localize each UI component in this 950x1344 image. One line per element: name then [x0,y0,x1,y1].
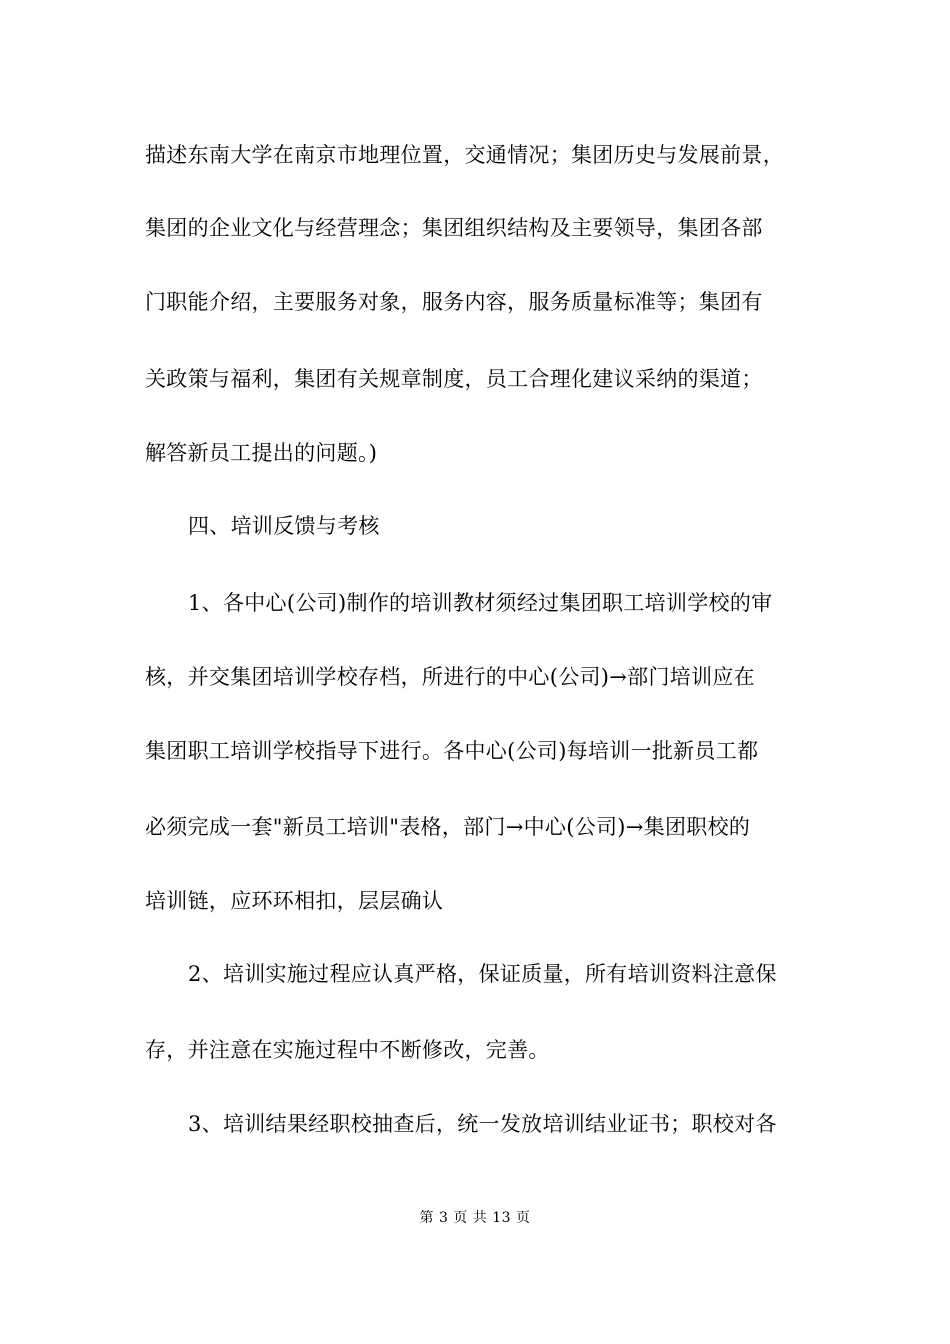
body-line: 2、培训实施过程应认真严格，保证质量，所有培训资料注意保 [188,962,777,986]
body-line: 关政策与福利，集团有关规章制度，员工合理化建议采纳的渠道； [145,367,763,391]
body-line: 集团职工培训学校指导下进行。各中心(公司)每培训一批新员工都 [145,739,759,763]
body-line: 培训链，应环环相扣，层层确认 [145,889,444,913]
body-line: 1、各中心(公司)制作的培训教材须经过集团职工培训学校的审 [188,591,773,615]
body-line: 门职能介绍，主要服务对象，服务内容，服务质量标准等；集团有 [145,290,763,314]
body-line: 描述东南大学在南京市地理位置，交通情况；集团历史与发展前景， [145,143,784,167]
page-number-footer: 第 3 页 共 13 页 [419,1210,531,1226]
body-line: 集团的企业文化与经营理念；集团组织结构及主要领导，集团各部 [145,216,763,240]
body-line: 3、培训结果经职校抽查后，统一发放培训结业证书；职校对各 [188,1112,777,1136]
body-line: 解答新员工提出的问题。) [145,441,378,465]
body-line: 必须完成一套"新员工培训"表格，部门→中心(公司)→集团职校的 [145,815,751,839]
section-heading: 四、培训反馈与考核 [188,514,380,538]
body-line: 存，并注意在实施过程中不断修改，完善。 [145,1038,550,1062]
body-line: 核，并交集团培训学校存档，所进行的中心(公司)→部门培训应在 [145,665,755,689]
